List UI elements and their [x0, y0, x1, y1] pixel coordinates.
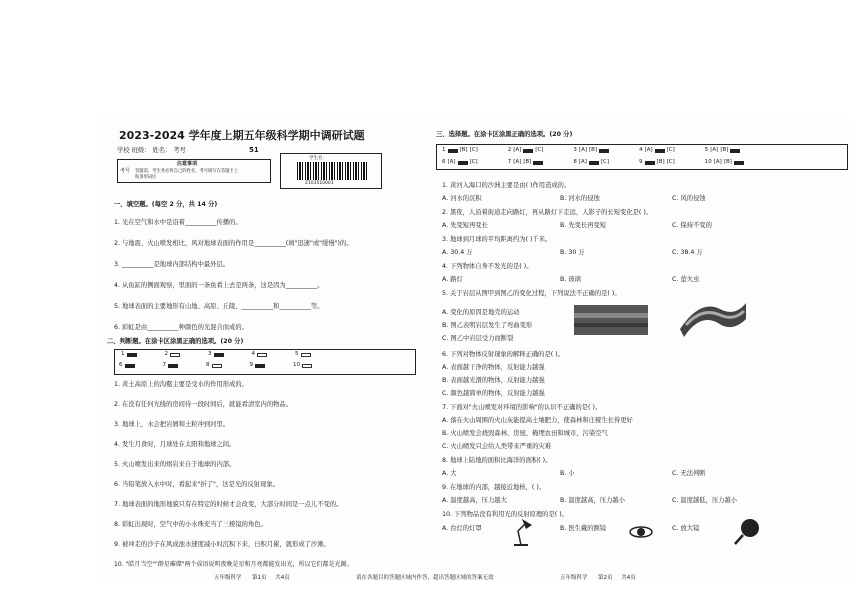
- choice-q1: 1. 黄河入海口的沙洲主要是由( )作用造成的。: [442, 182, 571, 189]
- choice-q3-option-b: B. 30 万: [560, 249, 585, 256]
- answer-item[interactable]: 4 [A] [C]: [639, 147, 675, 153]
- section-1-title: 一、填空题。(每空 2 分，共 14 分): [114, 201, 218, 208]
- choice-q5-option-b: B. 图乙表明岩层发生了弯曲变形: [442, 322, 533, 329]
- desk-lamp-icon: [508, 517, 534, 547]
- choice-q2-option-a: A. 先变短再变长: [442, 222, 488, 229]
- answer-item[interactable]: 9 [B] [C]: [639, 159, 675, 165]
- judge-answer-row-1: [121, 351, 311, 358]
- answer-item[interactable]: 4: [252, 351, 268, 358]
- head-mirror-icon: [628, 519, 654, 545]
- answer-item[interactable]: 7: [163, 362, 179, 369]
- barcode-label: 学生名：: [309, 156, 327, 161]
- answer-item[interactable]: 2 [A] [C]: [507, 147, 544, 153]
- exam-page-right: [432, 119, 850, 581]
- fill-q1: 1. 光在空气和水中是沿着__________传播的。: [114, 219, 242, 226]
- choice-q4: 4. 下列物体自身不发光的是( )。: [442, 263, 533, 270]
- choice-q3: 3. 地球到月球的平均距离约为( )千米。: [442, 236, 552, 243]
- answer-item[interactable]: 3 [A] [B]: [573, 147, 609, 154]
- choice-q7-option-b: B. 火山喷发会烧毁森林、房屋，掩埋农田和城市，污染空气: [442, 430, 608, 437]
- choice-q8: 8. 地球上陆地的面积比海洋的面积( )。: [442, 457, 552, 464]
- choice-q1-option-a: A. 河水的沉积: [442, 195, 482, 202]
- footer-right: 五年级科学 第2页 共4页: [560, 575, 636, 581]
- notice-title: 注意事项: [177, 161, 198, 167]
- answer-item[interactable]: 10: [293, 362, 312, 369]
- name-value: 51: [249, 146, 259, 154]
- choice-q3-option-c: C. 38.4 万: [672, 249, 703, 256]
- footer-left: 五年级科学 第1页 共4页: [214, 575, 290, 581]
- choice-q3-option-a: A. 30.4 万: [442, 249, 473, 256]
- judge-q3: 3. 地球上，水会把岩屑和土粒冲到河里。: [114, 421, 230, 428]
- choice-q10-option-b: B. 医生戴的额镜: [560, 525, 607, 532]
- notice-line-1: 答题前，考生务必将自己的姓名、考号填写在答题卡上: [135, 169, 239, 174]
- answer-item[interactable]: 1 [B] [C]: [442, 147, 478, 153]
- choice-answer-row-1: [442, 147, 740, 154]
- judge-q2: 2. 在没有任何光线的房间待一段时间后，就能看清室内的物品。: [114, 401, 293, 408]
- choice-q9-option-b: B. 温度越高，压力越小: [560, 497, 625, 504]
- choice-q6-option-c: C. 颜色越简单的物体，反射能力越强: [442, 390, 545, 397]
- choice-answer-row-2: [442, 159, 744, 166]
- rock-layer-figure-a: [574, 305, 648, 335]
- choice-q4-option-a: A. 路灯: [442, 276, 463, 283]
- choice-q9-option-a: A. 温度越高，压力越大: [442, 497, 507, 504]
- judge-q4: 4. 发生月食时，月球处在太阳和地球之间。: [114, 441, 236, 448]
- answer-item[interactable]: 5: [295, 351, 311, 358]
- section-3-title: 三、选择题。在涂卡区涂黑正确的选项。(20 分): [436, 131, 573, 138]
- choice-q9: 9. 在地球的内部，越接近地核，( )。: [442, 484, 546, 491]
- judge-q6: 6. 当铅笔放入水中时，看起来"折了"，这是光的反射现象。: [114, 481, 279, 488]
- fill-q4: 4. 从鱼缸的侧面观察，里面的一条鱼看上去是两条，这是因为__________。: [114, 282, 324, 289]
- fill-q6: 6. 彩虹是由__________种颜色的光混合而成的。: [114, 324, 248, 331]
- choice-q2-option-b: B. 先变长再变短: [560, 222, 607, 229]
- choice-q5-option-c: C. 图乙中岩层受力而断裂: [442, 335, 514, 342]
- notice-line-2: 贴条形码区: [135, 175, 157, 180]
- answer-item[interactable]: 5 [A] [B]: [705, 147, 741, 154]
- answer-item[interactable]: 8 [A] [C]: [573, 159, 610, 165]
- answer-item[interactable]: 10 [A] [B]: [705, 159, 744, 166]
- fill-q3: 3. __________是地球内部结构中最外层。: [114, 261, 230, 268]
- answer-item[interactable]: 6 [A] [C]: [442, 159, 478, 165]
- judge-answer-row-2: [119, 362, 312, 369]
- choice-q6-option-b: B. 表面越光滑的物体，反射能力越强: [442, 377, 545, 384]
- choice-q1-option-b: B. 河水的侵蚀: [560, 195, 600, 202]
- choice-q8-option-c: C. 无法判断: [672, 470, 706, 477]
- student-info: 学校 班级： 姓名： 考号: [117, 147, 186, 154]
- choice-q10: 10. 下列物品没有利用光的反射原理的是( )。: [442, 511, 568, 518]
- choice-q7-option-c: C. 火山喷发只会给人类带来严重的灾难: [442, 443, 552, 450]
- judge-q10: 10. "皓月当空""群星璀璨"两个成语说明夜晚是星和月亮都能发出光，所以它们都是光源。: [114, 561, 353, 568]
- choice-q2-option-c: C. 保持不变的: [672, 222, 712, 229]
- judge-q8: 8. 彩虹出现时，空气中的小水珠充当了三棱镜的角色。: [114, 521, 267, 528]
- choice-q4-option-b: B. 玻璃: [560, 276, 581, 283]
- judge-q7: 7. 地球表面的地形地貌只有在特定的时候才会改变，大部分时间是一点儿不变的。: [114, 501, 343, 508]
- choice-q7-option-a: A. 落在火山周围的火山灰能提高土壤肥力，使森林和庄稼生长得更好: [442, 417, 633, 424]
- choice-q6: 6. 下列对物体反射现象的解释正确的是( )。: [442, 351, 564, 358]
- answer-item[interactable]: 9: [250, 362, 266, 369]
- choice-q7: 7. 下面对"火山喷发对环境的影响"的认识不正确的是( )。: [442, 404, 602, 411]
- answer-item[interactable]: 2: [165, 351, 181, 358]
- choice-q8-option-a: A. 大: [442, 470, 457, 477]
- choice-q4-option-c: C. 萤火虫: [672, 276, 700, 283]
- choice-q9-option-c: C. 温度越低，压力越小: [672, 497, 738, 504]
- magnifier-icon: [732, 517, 762, 547]
- footer-center-notice: 请在各题目的答题区域内作答，超出答题区域的答案无效: [356, 575, 494, 581]
- barcode-number: 2103510001: [305, 181, 334, 186]
- judge-q1: 1. 黄土高原上的沟壑主要是受水的作用形成的。: [114, 381, 248, 388]
- fill-q2: 2. 与地震、火山喷发相比，风对地球表面的作用是__________(填"迅速"或"缓慢")的。: [114, 240, 353, 247]
- choice-q10-option-c: C. 放大镜: [672, 525, 700, 532]
- barcode-image: [297, 162, 369, 180]
- exam-page-left: [97, 119, 442, 581]
- choice-q5-option-a: A. 变化的原因是地壳的运动: [442, 309, 520, 316]
- choice-q5: 5. 关于岩层从图甲到图乙的变化过程，下列说法不正确的是( )。: [442, 290, 621, 297]
- fill-q5: 5. 地球表面的主要地形有山地、高原、丘陵、__________和__________等。: [114, 303, 324, 310]
- choice-q1-option-c: C. 风的侵蚀: [672, 195, 706, 202]
- choice-q10-option-a: A. 台灯的灯罩: [442, 525, 482, 532]
- choice-q8-option-b: B. 小: [560, 470, 575, 477]
- answer-item[interactable]: 8: [206, 362, 222, 369]
- judge-q5: 5. 火山喷发出来的熔岩来自于地球的内部。: [114, 461, 236, 468]
- judge-q9: 9. 被冲走的沙子在风成池水速度减小时沉积下来，日积月累，就形成了沙滩。: [114, 541, 330, 548]
- answer-item[interactable]: 3: [208, 351, 224, 358]
- exam-no-label: 考号: [120, 168, 131, 174]
- answer-item[interactable]: 1: [121, 351, 137, 358]
- answer-item[interactable]: 7 [A] [B]: [508, 159, 544, 166]
- answer-item[interactable]: 6: [119, 362, 135, 369]
- choice-q6-option-a: A. 表面越干净的物体，反射能力越强: [442, 364, 545, 371]
- choice-q2: 2. 黑夜，人沿着街道走向路灯，再从路灯下走远，人影子的长短变化是( )。: [442, 209, 653, 216]
- section-2-title: 二、判断题。在涂卡区涂黑正确的选项。(20 分): [107, 338, 244, 345]
- exam-title: 2023-2024 学年度上期五年级科学期中调研试题: [119, 129, 365, 142]
- rock-layer-figure-b: [680, 299, 746, 337]
